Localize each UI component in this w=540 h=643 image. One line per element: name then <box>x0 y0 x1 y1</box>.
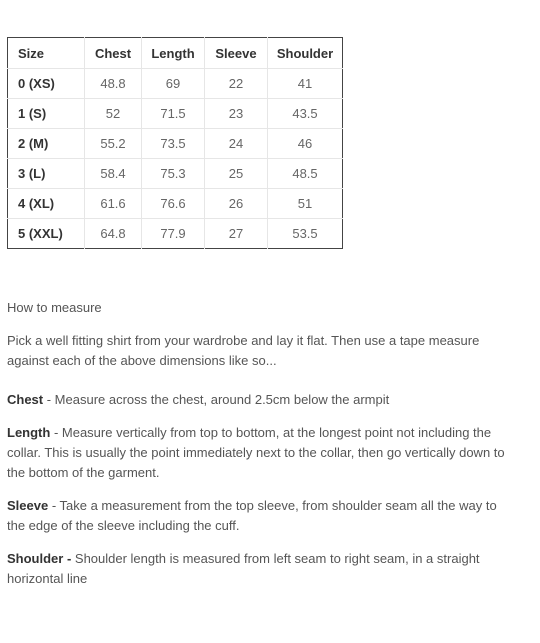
measure-term: Length <box>7 425 51 440</box>
header-length: Length <box>142 38 205 69</box>
length-cell: 69 <box>142 69 205 99</box>
table-row <box>8 159 343 189</box>
size-cell: 0 (XS) <box>8 69 85 99</box>
how-to-measure-section <box>7 298 507 602</box>
chest-cell: 48.8 <box>85 69 142 99</box>
measure-term: Shoulder - <box>7 551 72 566</box>
sleeve-cell: 22 <box>205 69 268 99</box>
how-to-measure-heading: How to measure <box>7 300 102 315</box>
length-cell: 77.9 <box>142 219 205 249</box>
measure-item-length <box>7 423 507 483</box>
measure-description: - Measure vertically from top to bottom, at the longest point not including the collar. This is usually the point immediately next to the collar, then go vertically down to the bottom of the garment. <box>7 425 505 480</box>
how-to-measure-intro: Pick a well fitting shirt from your wardrobe and lay it flat. Then use a tape measure against each of the above dimensions like so... <box>7 333 480 368</box>
length-cell: 71.5 <box>142 99 205 129</box>
size-cell: 1 (S) <box>8 99 85 129</box>
table-row <box>8 69 343 99</box>
measure-item-chest <box>7 390 507 410</box>
shoulder-cell: 53.5 <box>292 226 318 241</box>
chest-cell: 61.6 <box>85 189 142 219</box>
sleeve-cell: 23 <box>205 99 268 129</box>
size-cell: 4 (XL) <box>8 189 85 219</box>
measure-description: - Take a measurement from the top sleeve, from shoulder seam all the way to the edge of the sleeve including the cuff. <box>7 498 497 533</box>
sleeve-cell: 24 <box>205 129 268 159</box>
shoulder-cell: 43.5 <box>268 99 343 129</box>
shoulder-cell: 51 <box>268 189 343 219</box>
length-cell: 75.3 <box>142 159 205 189</box>
chest-cell: 55.2 <box>85 129 142 159</box>
shoulder-cell: 48.5 <box>268 159 343 189</box>
table-row <box>8 189 343 219</box>
table-row <box>8 99 343 129</box>
chest-cell: 58.4 <box>85 159 142 189</box>
chest-cell: 52 <box>85 99 142 129</box>
measure-item-shoulder <box>7 549 507 589</box>
table-row <box>8 219 343 249</box>
length-cell: 73.5 <box>142 129 205 159</box>
sleeve-cell: 25 <box>205 159 268 189</box>
chest-cell: 64.8 <box>85 219 142 249</box>
header-size: Size <box>8 38 85 69</box>
shoulder-cell: 46 <box>268 129 343 159</box>
table-row <box>8 129 343 159</box>
table-header-row <box>8 38 343 69</box>
sleeve-cell: 27 <box>205 219 268 249</box>
size-cell: 2 (M) <box>8 129 85 159</box>
measure-term: Sleeve <box>7 498 49 513</box>
size-chart-table <box>7 37 343 249</box>
sleeve-cell: 26 <box>205 189 268 219</box>
header-sleeve: Sleeve <box>205 38 268 69</box>
measure-description: Shoulder length is measured from left seam to right seam, in a straight horizontal line <box>7 551 480 586</box>
size-cell: 3 (L) <box>8 159 85 189</box>
length-cell: 76.6 <box>142 189 205 219</box>
measure-item-sleeve <box>7 496 507 536</box>
measure-term: Chest <box>7 392 44 407</box>
header-chest: Chest <box>85 38 142 69</box>
header-shoulder: Shoulder <box>268 38 343 69</box>
size-cell: 5 (XXL) <box>8 219 85 249</box>
shoulder-cell: 41 <box>268 69 343 99</box>
measure-description: - Measure across the chest, around 2.5cm below the armpit <box>43 392 390 407</box>
